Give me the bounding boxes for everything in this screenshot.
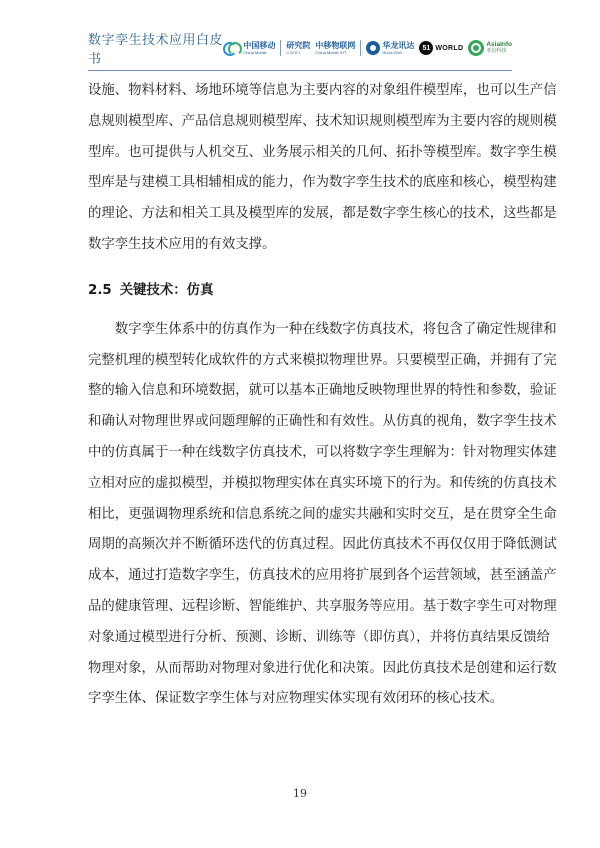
text-line: 和确认对物理世界或问题理解的正确性和有效性。从仿真的视角，数字孪生技术 — [88, 414, 557, 430]
text-line: 型库。也可提供与人机交互、业务展示相关的几何、拓扑等模型库。数字孪生模 — [88, 144, 557, 160]
paragraph-model-library — [88, 76, 557, 261]
china-mobile-icon — [223, 40, 241, 56]
section-number: 2.5 — [88, 282, 112, 298]
paragraph-simulation — [88, 315, 557, 715]
text-line: 息规则模型库、产品信息规则模型库、技术知识规则模型库为主要内容的规则模 — [88, 113, 557, 129]
text-line: 中的仿真属于一种在线数字仿真技术，可以将数字孪生理解为：针对物理实体建 — [88, 444, 557, 460]
text-line: 的理论、方法和相关工具及模型库的发展，都是数字孪生核心的技术，这些都是 — [88, 206, 557, 222]
section-title: 关键技术：仿真 — [119, 282, 214, 298]
page-header — [88, 28, 512, 68]
text-line: 数字孪生体系中的仿真作为一种在线数字仿真技术，将包含了确定性规律和 — [114, 321, 557, 337]
text-line: 数字孪生技术应用的有效支撑。 — [88, 236, 276, 252]
section-heading — [88, 276, 512, 306]
logo-divider — [360, 40, 361, 56]
text-line: 相比，更强调物理系统和信息系统之间的虚实共融和实时交互，是在贯穿全生命 — [88, 506, 557, 522]
text-line: 设施、物料材料、场地环境等信息为主要内容的对象组件模型库，也可以生产信 — [88, 83, 557, 98]
asiainfo-logo: AsiaInfo 亚信科技 — [468, 40, 512, 56]
china-mobile-iot-logo: 中移物联网 China Mobile IOT — [315, 40, 356, 55]
text-line: 品的健康管理、远程诊断、智能维护、共享服务等应用。基于数字孪生可对物理 — [88, 598, 557, 614]
text-line: 型库是与建模工具相辅相成的能力，作为数字孪生技术的底座和核心，模型构建 — [88, 175, 557, 191]
header-title: 数字孪生技术应用白皮书 — [88, 33, 224, 67]
text-line: 立相对应的虚拟模型，并模拟物理实体在真实环境下的行为。和传统的仿真技术 — [88, 475, 557, 491]
text-line: 整的输入信息和环境数据，就可以基本正确地反映物理世界的特性和参数，验证 — [88, 383, 557, 399]
cmri-logo: 研究院 C M R I — [286, 40, 311, 55]
page-body — [88, 76, 557, 715]
51world-logo: 51 WORLD — [419, 41, 463, 55]
text-line: 对象通过模型进行分析、预测、诊断、训练等（即仿真），并将仿真结果反馈给 — [88, 629, 550, 645]
text-line: 字孪生体、保证数字孪生体与对应物理实体实现有效闭环的核心技术。 — [88, 691, 504, 707]
text-line: 成本，通过打造数字孪生，仿真技术的应用将扩展到各个运营领域，甚至涵盖产 — [88, 568, 557, 584]
hualong-logo: 华龙讯达 HUALONG — [366, 41, 414, 55]
china-mobile-logo: 中国移动 China Mobile — [223, 40, 275, 56]
hualong-icon — [366, 41, 380, 55]
partner-logos — [223, 40, 512, 56]
text-line: 物理对象，从而帮助对物理对象进行优化和决策。因此仿真技术是创建和运行数 — [88, 660, 557, 676]
51world-icon: 51 — [419, 41, 433, 55]
header-rule — [88, 70, 512, 71]
logo-divider — [280, 40, 281, 56]
text-line: 完整机理的模型转化成软件的方式来模拟物理世界。只要模型正确，并拥有了完 — [88, 352, 557, 368]
asiainfo-icon — [468, 40, 484, 56]
page-number: 19 — [293, 787, 307, 800]
text-line: 周期的高频次并不断循环迭代的仿真过程。因此仿真技术不再仅仅用于降低测试 — [88, 537, 557, 553]
